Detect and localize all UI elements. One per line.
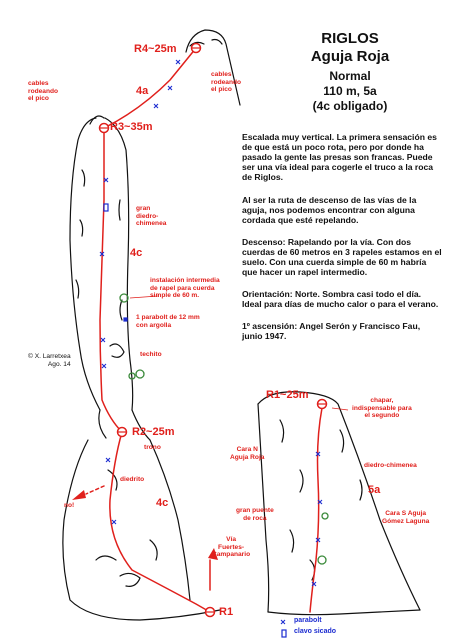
gran-diedro-label: gran diedro- chimenea [136,205,167,228]
needle-left-outline [70,118,100,410]
belay-r2-label: R2~25m [132,426,175,438]
trono-label: trono [144,444,161,451]
cara-n-label: Cara N Aguja Roja [230,446,265,461]
desc-paragraph-4: Orientación: Norte. Sombra casi todo el día. Ideal para días de mucho calor o para el verano. [242,289,439,309]
needle-right-outline [105,118,133,410]
via-fuertes-label: Vía Fuertes- Campanario [212,536,251,559]
route-stats: 110 m, 5a [323,84,377,98]
route-grade: (4c obligado) [312,99,388,113]
summit-rock-outline [186,30,240,105]
desc-paragraph-1: Escalada muy vertical. La primera sensación es de que está un poco rota, pero por donde ha pasado la gente las presas son francas. Puede ser una vía ideal para cogerle el truco a la roca de Riglos. [242,132,437,182]
cables-right-label: cables rodeando el pico [211,71,242,94]
pitch-4a-label: 4a [136,85,149,97]
cables-left-label: cables rodeando el pico [28,80,59,103]
page-subtitle: Aguja Roja [310,48,390,65]
route-name: Normal [329,69,371,83]
chapar-label: chapar, indispensable para el segundo [352,397,412,420]
pitch-4c-upper-label: 4c [130,247,143,259]
side-r1-label: R1~25m [266,389,309,401]
belay-r1-label: R1 [219,606,234,618]
page-title: RIGLOS [321,30,379,47]
cara-s-label: Cara S Aguja Gómez Laguna [382,510,430,525]
arrow-no [72,490,86,500]
pitch-5a-label: 5a [368,484,381,496]
techito-label: techito [140,351,162,358]
desc-paragraph-3: Descenso: Rapelando por la vía. Con dos cuerdas de 60 metros en 3 rapeles estamos en el suelo. Con una cuerda simple de 60 m habría que hacer un rapel intermedio. [242,237,442,277]
desc-paragraph-2: Al ser la ruta de descenso de las vías de la aguja, nos podemos encontrar con alguna cordada que esté repelando. [242,195,417,225]
no-label: no! [64,502,75,509]
legend-clavo: clavo sicado [294,628,337,635]
rapel-installation-label: instalación intermedia de rapel para cuerda simple de 60 m. [150,277,220,300]
credit-label: © X. Larretxea Ago. 14 [28,353,71,368]
desc-paragraph-5: 1º ascensión: Angel Serón y Francisco Fau, junio 1947. [242,321,421,341]
belay-r4-label: R4~25m [134,43,177,55]
belay-r3-label: R3~35m [110,121,153,133]
diedro-chimenea-label: diedro-chimenea [364,462,417,469]
pitch-4c-lower-label: 4c [156,497,169,509]
parabolt-note-label: 1 parabolt de 12 mm con argolla [136,314,200,329]
gran-puente-label: gran puente de roca [236,507,274,522]
lower-rock-outline [63,440,220,620]
diedrito-label: diedrito [120,476,145,483]
legend-parabolt: parabolt [294,617,322,624]
